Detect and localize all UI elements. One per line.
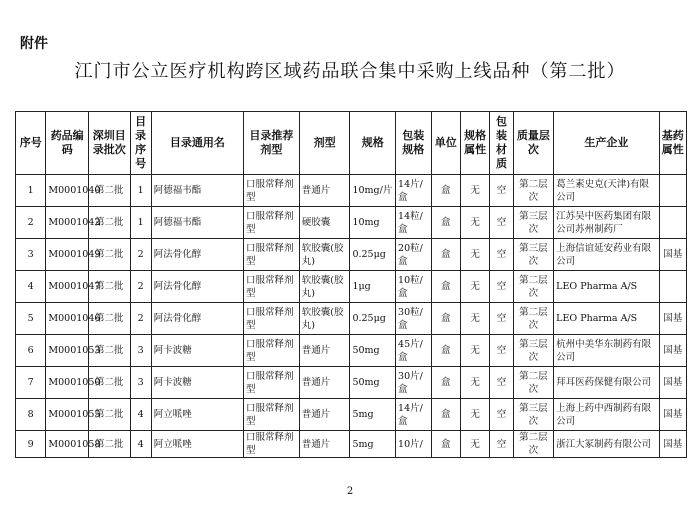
cell-code: M0001049 <box>46 239 89 271</box>
cell-no: 1 <box>16 175 46 207</box>
cell-spec-attr: 无 <box>460 175 489 207</box>
cell-catalog-no: 2 <box>130 303 151 335</box>
header-dosage-form: 剂型 <box>299 112 350 175</box>
cell-spec: 5mg <box>350 431 396 458</box>
cell-basic-drug: 国基 <box>659 239 686 271</box>
cell-quality-level: 第三层次 <box>513 239 554 271</box>
cell-pack-material: 空 <box>490 431 513 458</box>
header-recommended-form: 目录推荐剂型 <box>244 112 300 175</box>
cell-manufacturer: 上海上药中西制药有限公司 <box>554 399 659 431</box>
cell-manufacturer: LEO Pharma A/S <box>554 271 659 303</box>
cell-unit: 盒 <box>431 367 460 399</box>
cell-dosage-form: 软胶囊(胶丸) <box>299 303 350 335</box>
cell-basic-drug: 国基 <box>659 303 686 335</box>
table-row <box>16 207 687 239</box>
cell-unit: 盒 <box>431 271 460 303</box>
cell-pack-spec: 14片/盒 <box>396 399 431 431</box>
cell-spec: 10mg/片 <box>350 175 396 207</box>
cell-manufacturer: 江苏吴中医药集团有限公司苏州制药厂 <box>554 207 659 239</box>
cell-pack-material: 空 <box>490 335 513 367</box>
cell-batch: 第二批 <box>88 367 130 399</box>
cell-no: 3 <box>16 239 46 271</box>
cell-catalog-no: 1 <box>130 207 151 239</box>
cell-quality-level: 第二层次 <box>513 431 554 458</box>
cell-batch: 第二批 <box>88 271 130 303</box>
header-pack-spec: 包装规格 <box>396 112 431 175</box>
cell-batch: 第二批 <box>88 207 130 239</box>
cell-manufacturer: 浙江大冢制药有限公司 <box>554 431 659 458</box>
header-generic-name: 目录通用名 <box>151 112 243 175</box>
cell-basic-drug: 国基 <box>659 367 686 399</box>
cell-generic-name: 阿法骨化醇 <box>151 271 243 303</box>
cell-no: 9 <box>16 431 46 458</box>
cell-pack-spec: 14粒/盒 <box>396 207 431 239</box>
cell-quality-level: 第二层次 <box>513 367 554 399</box>
cell-pack-spec: 14片/盒 <box>396 175 431 207</box>
cell-pack-spec: 30片/盒 <box>396 367 431 399</box>
cell-spec-attr: 无 <box>460 239 489 271</box>
cell-quality-level: 第二层次 <box>513 303 554 335</box>
cell-no: 7 <box>16 367 46 399</box>
cell-no: 2 <box>16 207 46 239</box>
cell-basic-drug: 国基 <box>659 431 686 458</box>
cell-unit: 盒 <box>431 303 460 335</box>
cell-quality-level: 第二层次 <box>513 271 554 303</box>
cell-recommended-form: 口服常释剂型 <box>244 431 300 458</box>
cell-generic-name: 阿立哌唑 <box>151 399 243 431</box>
cell-quality-level: 第二层次 <box>513 175 554 207</box>
cell-spec: 0.25μg <box>350 303 396 335</box>
header-basic-drug: 基药属性 <box>659 112 686 175</box>
cell-batch: 第二批 <box>88 335 130 367</box>
cell-pack-spec: 20粒/盒 <box>396 239 431 271</box>
cell-pack-material: 空 <box>490 271 513 303</box>
cell-catalog-no: 2 <box>130 239 151 271</box>
attachment-label: 附件 <box>20 36 48 52</box>
cell-spec-attr: 无 <box>460 271 489 303</box>
header-unit: 单位 <box>431 112 460 175</box>
cell-spec-attr: 无 <box>460 207 489 239</box>
cell-pack-spec: 10片/ <box>396 431 431 458</box>
cell-dosage-form: 普通片 <box>299 399 350 431</box>
cell-dosage-form: 软胶囊(胶丸) <box>299 271 350 303</box>
document-title: 江门市公立医疗机构跨区域药品联合集中采购上线品种（第二批） <box>74 61 626 82</box>
page-number: 2 <box>346 486 354 497</box>
table-row <box>16 271 687 303</box>
cell-manufacturer: 拜耳医药保健有限公司 <box>554 367 659 399</box>
table-row <box>16 175 687 207</box>
cell-pack-material: 空 <box>490 399 513 431</box>
cell-generic-name: 阿德福韦酯 <box>151 175 243 207</box>
cell-dosage-form: 普通片 <box>299 335 350 367</box>
cell-dosage-form: 普通片 <box>299 431 350 458</box>
cell-code: M0001042 <box>46 207 89 239</box>
table-row <box>16 367 687 399</box>
cell-batch: 第二批 <box>88 175 130 207</box>
cell-basic-drug: 国基 <box>659 335 686 367</box>
cell-unit: 盒 <box>431 175 460 207</box>
cell-generic-name: 阿卡波糖 <box>151 335 243 367</box>
header-batch: 深圳目录批次 <box>88 112 130 175</box>
cell-recommended-form: 口服常释剂型 <box>244 335 300 367</box>
cell-catalog-no: 4 <box>130 431 151 458</box>
cell-batch: 第二批 <box>88 431 130 458</box>
cell-spec-attr: 无 <box>460 303 489 335</box>
cell-catalog-no: 3 <box>130 335 151 367</box>
cell-recommended-form: 口服常释剂型 <box>244 239 300 271</box>
cell-unit: 盒 <box>431 431 460 458</box>
cell-quality-level: 第三层次 <box>513 335 554 367</box>
cell-spec: 50mg <box>350 335 396 367</box>
cell-spec-attr: 无 <box>460 431 489 458</box>
cell-pack-material: 空 <box>490 239 513 271</box>
header-spec-attr: 规格属性 <box>460 112 489 175</box>
cell-code: M0001055 <box>46 399 89 431</box>
header-pack-material: 包装材质 <box>490 112 513 175</box>
cell-quality-level: 第三层次 <box>513 399 554 431</box>
cell-code: M0001040 <box>46 175 89 207</box>
table-body <box>16 175 687 458</box>
cell-code: M0001053 <box>46 335 89 367</box>
cell-generic-name: 阿德福韦酯 <box>151 207 243 239</box>
cell-dosage-form: 软胶囊(胶丸) <box>299 239 350 271</box>
cell-unit: 盒 <box>431 399 460 431</box>
cell-spec-attr: 无 <box>460 367 489 399</box>
header-catalog-no: 目录序号 <box>130 112 151 175</box>
header-no: 序号 <box>16 112 46 175</box>
cell-manufacturer: 上海信谊延安药业有限公司 <box>554 239 659 271</box>
header-manufacturer: 生产企业 <box>554 112 659 175</box>
cell-pack-material: 空 <box>490 207 513 239</box>
cell-dosage-form: 普通片 <box>299 175 350 207</box>
cell-spec: 5mg <box>350 399 396 431</box>
cell-no: 5 <box>16 303 46 335</box>
table-header-row <box>16 112 687 175</box>
cell-unit: 盒 <box>431 335 460 367</box>
cell-spec: 1μg <box>350 271 396 303</box>
cell-basic-drug: 国基 <box>659 399 686 431</box>
table-row <box>16 303 687 335</box>
cell-generic-name: 阿立哌唑 <box>151 431 243 458</box>
cell-recommended-form: 口服常释剂型 <box>244 367 300 399</box>
table-row <box>16 335 687 367</box>
cell-no: 8 <box>16 399 46 431</box>
cell-pack-spec: 30粒/盒 <box>396 303 431 335</box>
cell-pack-material: 空 <box>490 303 513 335</box>
cell-manufacturer: LEO Pharma A/S <box>554 303 659 335</box>
table-row <box>16 431 687 458</box>
cell-catalog-no: 3 <box>130 367 151 399</box>
cell-dosage-form: 硬胶囊 <box>299 207 350 239</box>
cell-generic-name: 阿卡波糖 <box>151 367 243 399</box>
cell-basic-drug <box>659 175 686 207</box>
table-row <box>16 399 687 431</box>
cell-no: 6 <box>16 335 46 367</box>
cell-catalog-no: 1 <box>130 175 151 207</box>
cell-spec: 50mg <box>350 367 396 399</box>
cell-code: M0001058 <box>46 431 89 458</box>
cell-catalog-no: 2 <box>130 271 151 303</box>
table-row <box>16 239 687 271</box>
cell-manufacturer: 葛兰素史克(天津)有限公司 <box>554 175 659 207</box>
cell-batch: 第二批 <box>88 303 130 335</box>
cell-pack-spec: 45片/盒 <box>396 335 431 367</box>
cell-manufacturer: 杭州中美华东制药有限公司 <box>554 335 659 367</box>
cell-generic-name: 阿法骨化醇 <box>151 303 243 335</box>
cell-recommended-form: 口服常释剂型 <box>244 399 300 431</box>
cell-recommended-form: 口服常释剂型 <box>244 271 300 303</box>
cell-quality-level: 第三层次 <box>513 207 554 239</box>
cell-unit: 盒 <box>431 207 460 239</box>
cell-spec-attr: 无 <box>460 335 489 367</box>
cell-dosage-form: 普通片 <box>299 367 350 399</box>
cell-generic-name: 阿法骨化醇 <box>151 239 243 271</box>
cell-code: M0001046 <box>46 303 89 335</box>
cell-spec-attr: 无 <box>460 399 489 431</box>
cell-batch: 第二批 <box>88 239 130 271</box>
cell-spec: 10mg <box>350 207 396 239</box>
drug-list-table <box>15 111 687 458</box>
cell-basic-drug <box>659 271 686 303</box>
cell-pack-material: 空 <box>490 175 513 207</box>
header-quality-level: 质量层次 <box>513 112 554 175</box>
cell-recommended-form: 口服常释剂型 <box>244 175 300 207</box>
cell-spec: 0.25μg <box>350 239 396 271</box>
cell-code: M0001047 <box>46 271 89 303</box>
cell-catalog-no: 4 <box>130 399 151 431</box>
cell-code: M0001050 <box>46 367 89 399</box>
cell-no: 4 <box>16 271 46 303</box>
cell-recommended-form: 口服常释剂型 <box>244 207 300 239</box>
cell-unit: 盒 <box>431 239 460 271</box>
header-spec: 规格 <box>350 112 396 175</box>
cell-pack-spec: 10粒/盒 <box>396 271 431 303</box>
cell-basic-drug <box>659 207 686 239</box>
header-code: 药品编码 <box>46 112 89 175</box>
cell-batch: 第二批 <box>88 399 130 431</box>
cell-pack-material: 空 <box>490 367 513 399</box>
cell-recommended-form: 口服常释剂型 <box>244 303 300 335</box>
